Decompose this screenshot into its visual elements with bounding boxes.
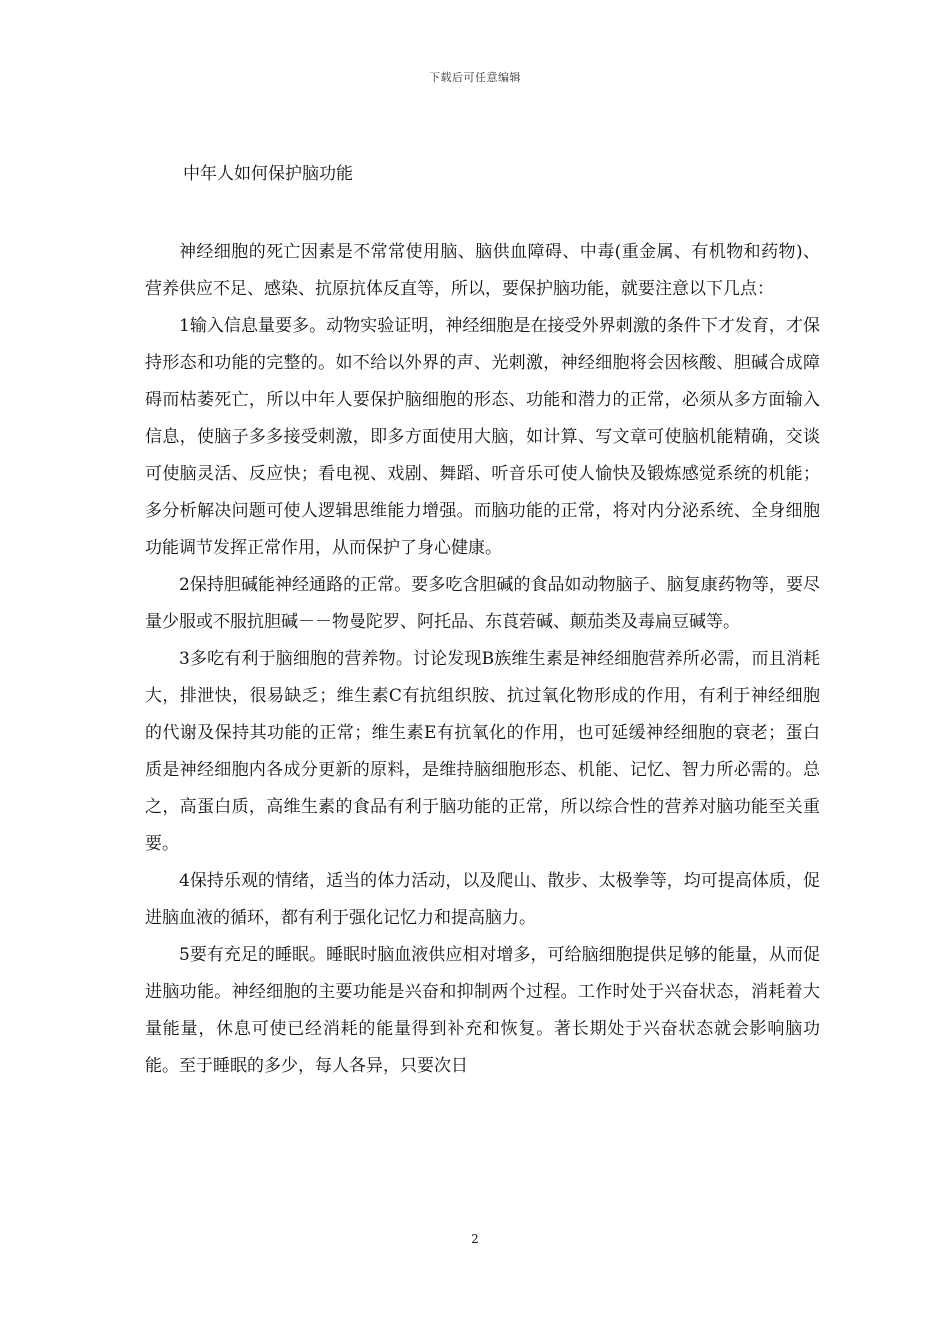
document-body bbox=[145, 234, 820, 1085]
paragraph-intro: 神经细胞的死亡因素是不常常使用脑、脑供血障碍、中毒(重金属、有机物和药物)、营养供应不足、感染、抗原抗体反直等，所以，要保护脑功能，就要注意以下几点： bbox=[145, 242, 820, 299]
document-title: 中年人如何保护脑功能 bbox=[183, 164, 353, 184]
paragraph-point-5: 5要有充足的睡眠。睡眠时脑血液供应相对增多，可给脑细胞提供足够的能量，从而促进脑功能。神经细胞的主要功能是兴奋和抑制两个过程。工作时处于兴奋状态，消耗着大量能量，休息可使已经消耗的能量得到补充和恢复。著长期处于兴奋状态就会影响脑功能。至于睡眠的多少，每人各异，只要次日 bbox=[145, 945, 820, 1076]
paragraph-point-4: 4保持乐观的情绪，适当的体力活动，以及爬山、散步、太极拳等，均可提高体质，促进脑血液的循环，都有利于强化记忆力和提高脑力。 bbox=[145, 871, 820, 928]
page-number: 2 bbox=[471, 1232, 479, 1246]
page-header: 下载后可任意编辑 bbox=[429, 71, 521, 84]
paragraph-point-3: 3多吃有利于脑细胞的营养物。讨论发现B族维生素是神经细胞营养所必需，而且消耗大，排泄快，很易缺乏；维生素C有抗组织胺、抗过氧化物形成的作用，有利于神经细胞的代谢及保持其功能的正常；维生素E有抗氧化的作用，也可延缓神经细胞的衰老；蛋白质是神经细胞内各成分更新的原料，是维持脑细胞形态、机能、记忆、智力所必需的。总之，高蛋白质，高维生素的食品有利于脑功能的正常，所以综合性的营养对脑功能至关重要。 bbox=[145, 649, 820, 854]
paragraph-point-2: 2保持胆碱能神经通路的正常。要多吃含胆碱的食品如动物脑子、脑复康药物等，要尽量少服或不服抗胆碱－－物曼陀罗、阿托品、东莨菪碱、颠茄类及毒扁豆碱等。 bbox=[145, 575, 820, 632]
paragraph-point-1: 1输入信息量要多。动物实验证明，神经细胞是在接受外界刺激的条件下才发育，才保持形态和功能的完整的。如不给以外界的声、光刺激，神经细胞将会因核酸、胆碱合成障碍而枯萎死亡，所以中年人要保护脑细胞的形态、功能和潜力的正常，必须从多方面输入信息，使脑子多多接受刺激，即多方面使用大脑，如计算、写文章可使脑机能精确，交谈可使脑灵活、反应快；看电视、戏剧、舞蹈、听音乐可使人愉快及锻炼感觉系统的机能；多分析解决问题可使人逻辑思维能力增强。而脑功能的正常，将对内分泌系统、全身细胞功能调节发挥正常作用，从而保护了身心健康。 bbox=[145, 316, 820, 558]
